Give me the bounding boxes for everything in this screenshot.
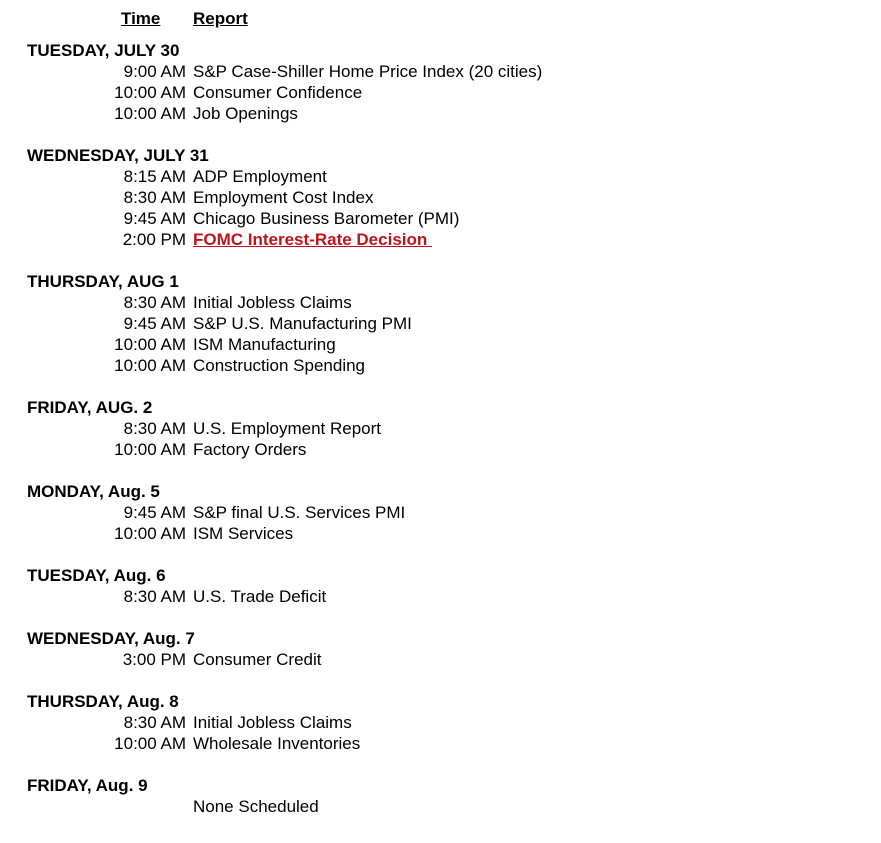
event-time: 9:45 AM [123,209,186,228]
event-report: S&P final U.S. Services PMI [193,503,406,522]
event-row [0,187,881,208]
event-time: 9:45 AM [123,314,186,333]
event-time: 10:00 AM [114,335,186,354]
event-row [0,796,881,817]
event-time: 10:00 AM [114,356,186,375]
event-time: 10:00 AM [114,734,186,753]
time-column-header: Time [121,9,161,28]
event-row [0,418,881,439]
event-time: 8:15 AM [123,167,186,186]
event-time: 10:00 AM [114,104,186,123]
event-row [0,313,881,334]
event-report: Initial Jobless Claims [193,713,352,732]
event-row [0,712,881,733]
day-title: THURSDAY, AUG 1 [27,272,179,291]
event-time: 10:00 AM [114,524,186,543]
event-time: 2:00 PM [122,230,186,249]
day-title: MONDAY, Aug. 5 [27,482,160,501]
event-row [0,439,881,460]
event-report: ISM Manufacturing [193,335,336,354]
event-row [0,733,881,754]
event-time: 10:00 AM [114,83,186,102]
event-time: 9:00 AM [123,62,186,81]
event-report: S&P Case-Shiller Home Price Index (20 cities) [193,62,543,81]
event-report: Employment Cost Index [193,188,374,207]
event-report: ISM Services [193,524,294,543]
event-report: Consumer Credit [193,650,322,669]
event-row [0,649,881,670]
day-title: FRIDAY, Aug. 9 [27,776,148,795]
day-title: TUESDAY, JULY 30 [27,41,180,60]
event-time: 3:00 PM [122,650,186,669]
event-row [0,103,881,124]
event-time: 8:30 AM [123,587,186,606]
event-row [0,229,881,250]
event-report: Chicago Business Barometer (PMI) [193,209,460,228]
event-report: None Scheduled [193,797,319,816]
day-title: THURSDAY, Aug. 8 [27,692,179,711]
event-row [0,82,881,103]
event-report: Wholesale Inventories [193,734,361,753]
report-column-header: Report [193,9,248,28]
event-report: U.S. Employment Report [193,419,382,438]
event-report: Construction Spending [193,356,366,375]
event-time: 9:45 AM [123,503,186,522]
fomc-decision-link[interactable]: FOMC Interest-Rate Decision [193,230,432,249]
event-report: Consumer Confidence [193,83,363,102]
event-report: Factory Orders [193,440,307,459]
event-row [0,61,881,82]
day-title: FRIDAY, AUG. 2 [27,398,153,417]
event-row [0,292,881,313]
event-report: Job Openings [193,104,298,123]
event-row [0,523,881,544]
event-row [0,208,881,229]
event-report: Initial Jobless Claims [193,293,352,312]
event-time: 8:30 AM [123,713,186,732]
event-row [0,586,881,607]
event-row [0,334,881,355]
day-title: WEDNESDAY, JULY 31 [27,146,209,165]
event-row [0,355,881,376]
event-report: U.S. Trade Deficit [193,587,327,606]
day-title: WEDNESDAY, Aug. 7 [27,629,195,648]
day-title: TUESDAY, Aug. 6 [27,566,166,585]
event-time: 10:00 AM [114,440,186,459]
event-row [0,166,881,187]
event-time: 8:30 AM [123,419,186,438]
event-time: 8:30 AM [123,293,186,312]
event-report: S&P U.S. Manufacturing PMI [193,314,412,333]
event-report: ADP Employment [193,167,327,186]
event-time: 8:30 AM [123,188,186,207]
event-row [0,502,881,523]
